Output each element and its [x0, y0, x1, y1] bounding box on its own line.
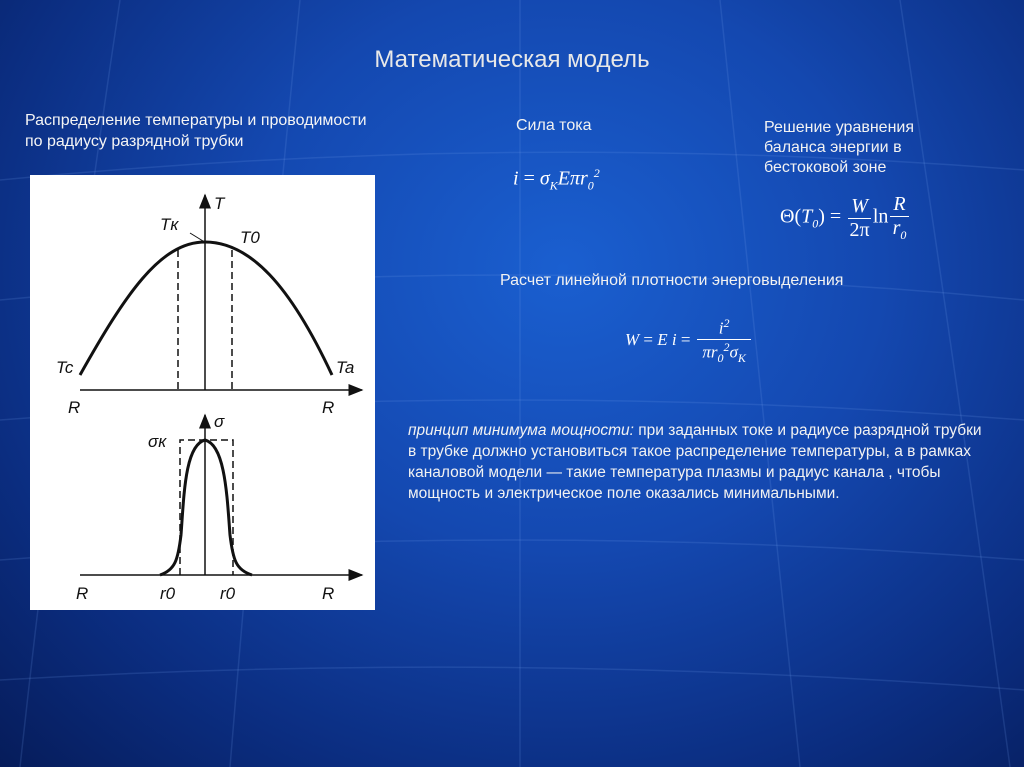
- label-r: R: [76, 584, 89, 603]
- label-r0: r0: [160, 584, 176, 603]
- label-sigma: σ: [214, 412, 225, 431]
- label-ta: Ta: [336, 358, 355, 377]
- label-sigma-k: σк: [148, 432, 167, 451]
- slide-title: Математическая модель: [374, 46, 650, 73]
- balance-label-line: Решение уравнения: [764, 119, 915, 136]
- conductivity-curve: [160, 440, 252, 575]
- label-t0: T0: [240, 228, 260, 247]
- balance-label: [764, 118, 914, 178]
- principle-text: при заданных токе и радиусе разрядной трубки в трубке должно установиться такое распределение температуры, а в рамках каналовой модели — такие температура плазмы и радиус канала , чтобы мощность и электрическое поле оказались минимальными.: [408, 422, 982, 502]
- dashed-channel: [180, 440, 233, 575]
- current-label: Сила тока: [516, 117, 592, 134]
- conductivity-plot: [80, 415, 362, 575]
- label-r: R: [68, 398, 81, 417]
- leader-line: [190, 233, 203, 241]
- label-r: R: [322, 398, 335, 417]
- power-formula: W = E i = $\frac{i^2}{\pi r_0^2\sigma_K}$: [625, 316, 753, 366]
- principle-lead: принцип минимума мощности:: [408, 422, 634, 439]
- figure-heading: [25, 110, 367, 152]
- principle-paragraph: [408, 420, 988, 504]
- figure-heading-line: по радиусу разрядной трубки: [25, 133, 244, 150]
- temperature-conductivity-figure: [30, 175, 375, 610]
- balance-formula: $\Theta(T_0)$ = $\frac{W}{2\pi}$ ln $\frac{R}{r_0}$: [780, 193, 911, 243]
- balance-label-line: баланса энергии в: [764, 139, 902, 156]
- figure-heading-line: Распределение температуры и проводимости: [25, 112, 367, 129]
- temperature-curve: [80, 242, 332, 375]
- power-label: Расчет линейной плотности энерговыделения: [500, 272, 844, 289]
- label-t: T: [214, 194, 225, 213]
- label-r: R: [322, 584, 335, 603]
- balance-label-line: бестоковой зоне: [764, 159, 887, 176]
- label-r0: r0: [220, 584, 236, 603]
- current-formula: $i = \sigma_KE\pi r_0^2$: [513, 166, 600, 193]
- label-tc: Tc: [56, 358, 74, 377]
- label-tk: Tк: [160, 215, 179, 234]
- temperature-plot: [80, 195, 362, 390]
